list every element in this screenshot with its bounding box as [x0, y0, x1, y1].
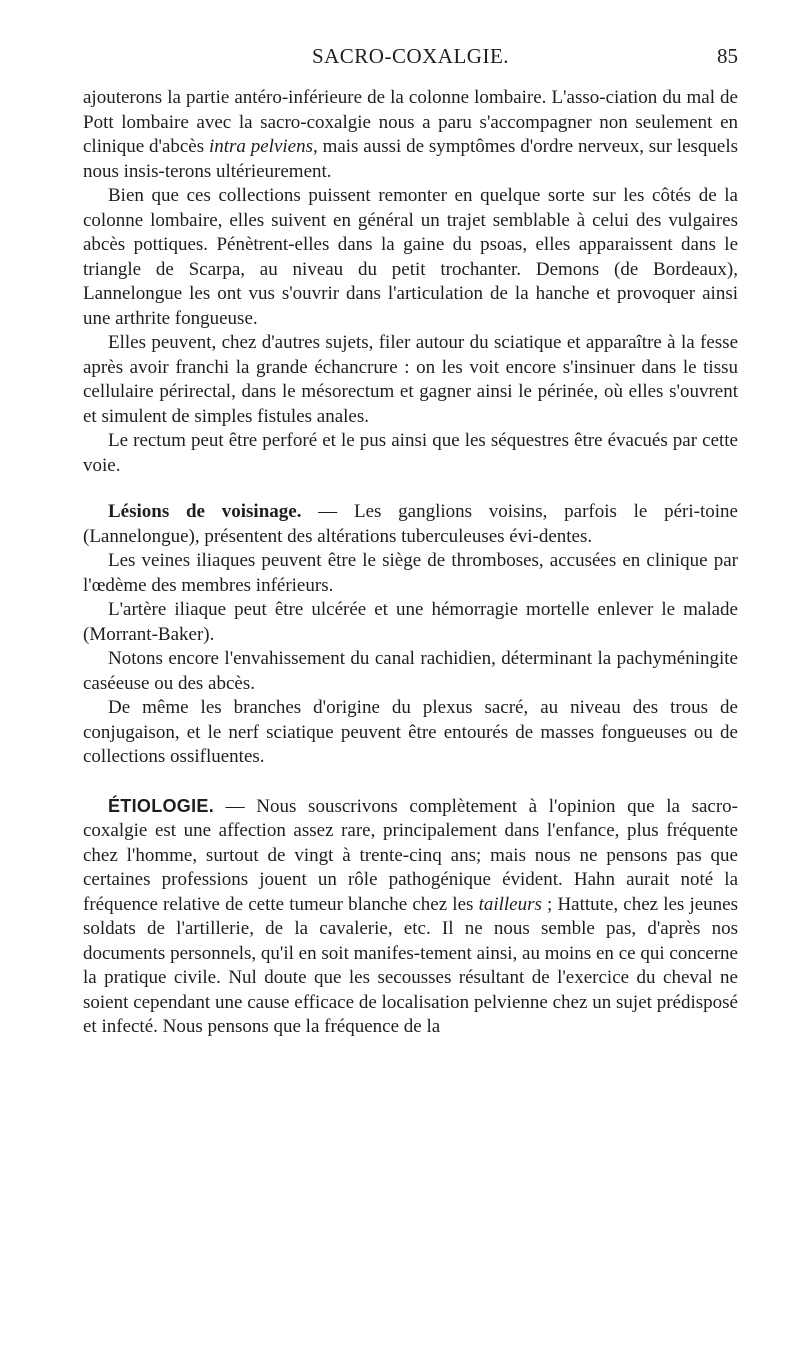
- paragraph-text: , mais aussi de symptômes d'ordre nerveux, sur lesquels nous insis-terons ultérieurement.: [83, 136, 739, 182]
- body-text: [83, 86, 738, 1040]
- emphasis-text: intra pelviens: [208, 136, 313, 157]
- page-number: 85: [717, 44, 738, 68]
- paragraph-text: ajouterons la partie antéro-inférieure de la colonne lombaire. L'asso-ciation du mal de Pott lombaire avec la sacro-coxalgie nous a paru s'accompagner non seulement en clinique d'abcès: [83, 87, 738, 157]
- running-head: [83, 44, 738, 74]
- paragraph-sciatique: Elles peuvent, chez d'autres sujets, filer autour du sciatique et apparaître à la fesse après avoir franchi la grande échancrure : on les voit encore s'insinuer dans le tissu cellulaire périrectal, dans le mésorectum et gagner ainsi le périnée, où elles s'ouvrent et simulent de simples fistules anales.: [83, 332, 738, 427]
- paragraph-text: ; Hattute, chez les jeunes soldats de l'artillerie, de la cavalerie, etc. Il ne nous semble pas, d'après nos documents personnels, qu'il en soit manifes-tement ainsi, au moins en ce qui concerne la pratique civile. Nul doute que les secousses résultant de l'exercice du cheval ne soient cependant une cause efficace de localisation pelvienne chez un sujet prédisposé et infecté. Nous pensons que la fréquence de la: [83, 893, 738, 1037]
- emphasis-text: tailleurs: [478, 893, 542, 915]
- paragraph-artere-iliaque: L'artère iliaque peut être ulcérée et une hémorragie mortelle enlever le malade (Morrant-Baker).: [83, 599, 738, 645]
- paragraph-canal-rachidien: Notons encore l'envahissement du canal rachidien, déterminant la pachyméningite caséeuse ou des abcès.: [83, 648, 738, 694]
- paragraph-text: — Les ganglions voisins, parfois le péri-toine (Lannelongue), présentent des altérations tuberculeuses évi-dentes.: [83, 501, 738, 547]
- paragraph-continuation: [83, 86, 738, 184]
- paragraph-abces-trajet: Bien que ces collections puissent remonter en quelque sorte sur les côtés de la colonne lombaire, elles suivent en général un trajet semblable à celui des vulgaires abcès pottiques. Pénètrent-elles dans la gaine du psoas, elles apparaissent dans le triangle de Scarpa, au niveau du petit trochanter. Demons (de Bordeaux), Lannelongue les ont vus s'ouvrir dans l'articulation de la hanche et provoquer ainsi une arthrite fongueuse.: [83, 185, 738, 329]
- paragraph-veines-iliaques: Les veines iliaques peuvent être le siège de thromboses, accusées en clinique par l'œdème des membres inférieurs.: [83, 550, 738, 596]
- paragraph-plexus-sacre: De même les branches d'origine du plexus sacré, au niveau des trous de conjugaison, et le nerf sciatique peuvent être entourés de masses fongueuses ou de collections ossifluentes.: [83, 697, 738, 767]
- paragraph-rectum: Le rectum peut être perforé et le pus ainsi que les séquestres être évacués par cette voie.: [83, 430, 738, 476]
- paragraph-text: — Nous souscrivons complètement à l'opinion que la sacro-coxalgie est une affection assez rare, principalement dans l'enfance, plus fréquente chez l'homme, surtout de vingt à trente-cinq ans; mais nous ne pensons pas que certaines professions jouent un rôle pathogénique évident. Hahn aurait noté la fréquence relative de cette tumeur blanche chez les: [83, 795, 738, 915]
- section-heading-lesions: Lésions de voisinage.: [108, 501, 302, 522]
- running-title: SACRO-COXALGIE.: [311, 44, 510, 68]
- paragraph-lesions-voisinage: [83, 500, 738, 549]
- section-heading-etiologie: ÉTIOLOGIE.: [108, 795, 215, 816]
- paragraph-etiologie: [83, 794, 738, 1040]
